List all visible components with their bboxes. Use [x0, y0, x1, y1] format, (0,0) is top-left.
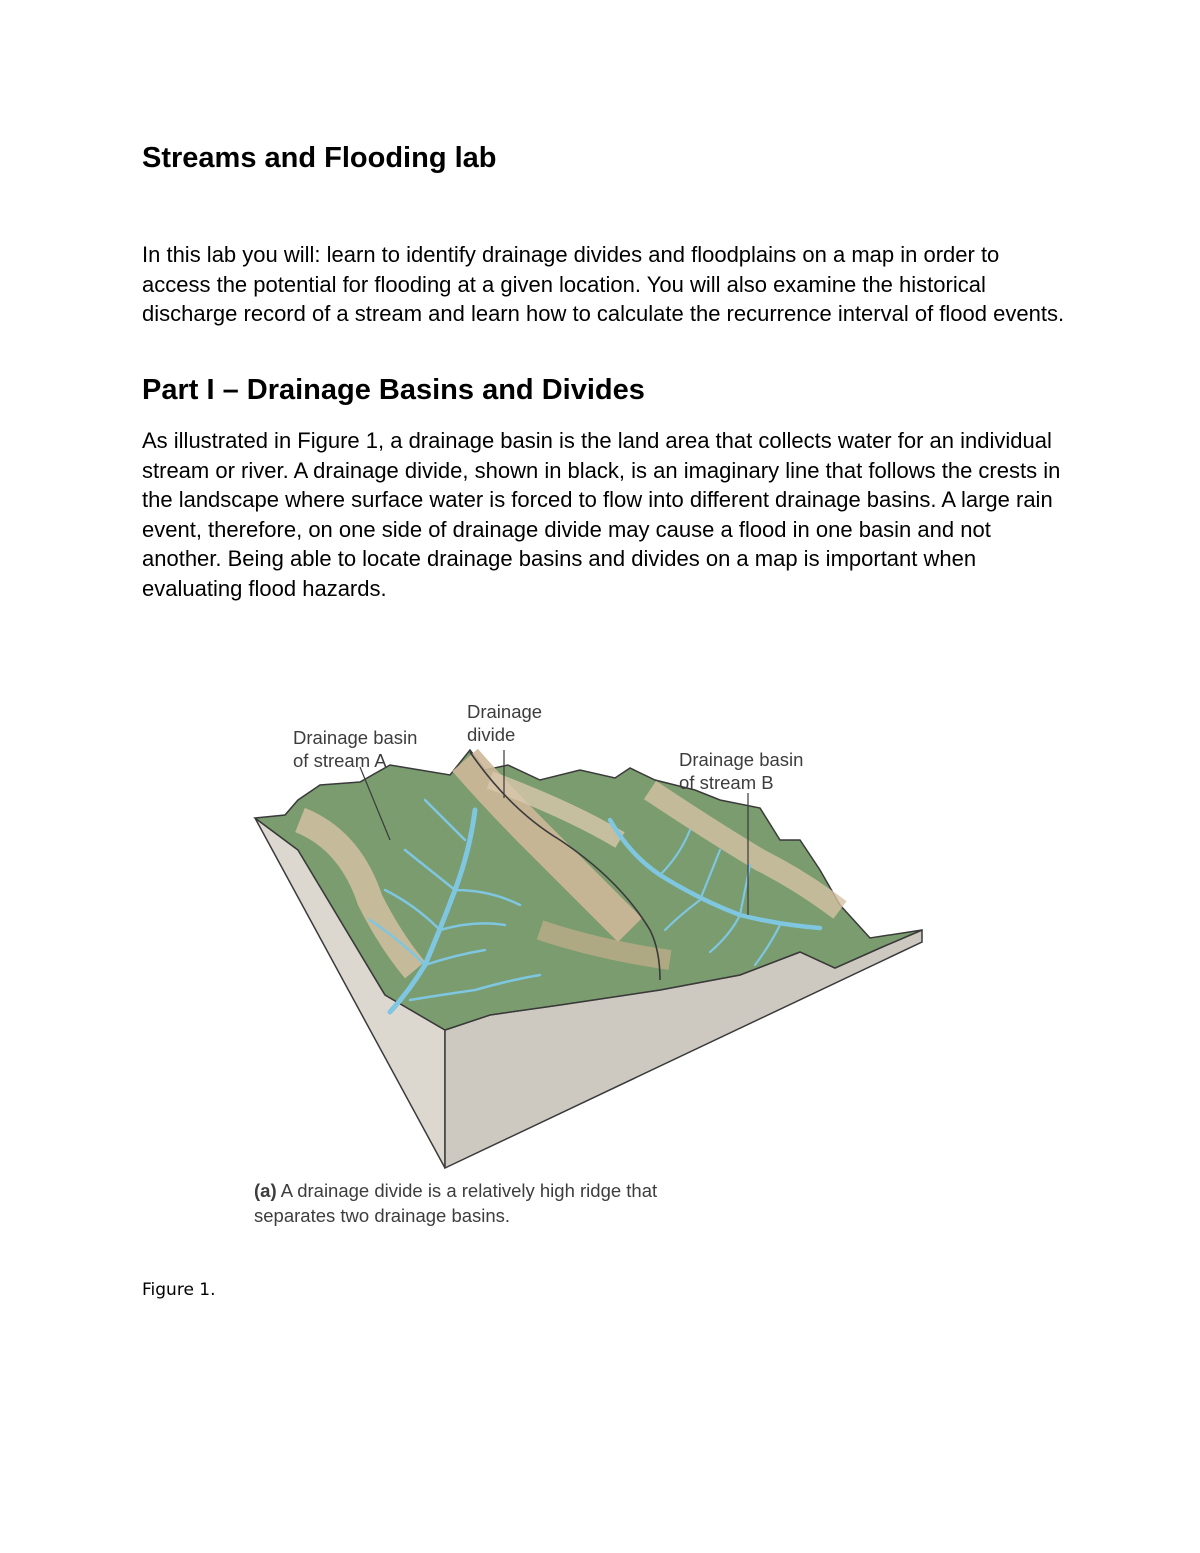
intro-paragraph: In this lab you will: learn to identify drainage divides and floodplains on a map in order to access the potential for flooding at a given location. You will also examine the historical discharge record of a stream and learn how to calculate the recurrence interval of flood events.	[142, 242, 1065, 326]
page-title: Streams and Flooding lab	[142, 142, 497, 174]
part-1-heading: Part I – Drainage Basins and Divides	[142, 374, 645, 406]
caption-tag: (a)	[254, 1180, 277, 1201]
figure-number: Figure 1.	[142, 1280, 216, 1300]
label-drainage-basin-b: Drainage basin of stream B	[679, 749, 804, 793]
part-1-paragraph: As illustrated in Figure 1, a drainage basin is the land area that collects water for an individual stream or river. A drainage divide, shown in black, is an imaginary line that follows the crests in the landscape where surface water is forced to flow into different drainage basins. A large rain event, therefore, on one side of drainage divide may cause a flood in one basin and not another. Being able to locate drainage basins and divides on a map is important when evaluating flood hazards.	[142, 428, 1061, 601]
label-drainage-divide: Drainage divide	[467, 701, 543, 745]
label-drainage-basin-a: Drainage basin of stream A	[293, 727, 418, 771]
caption-text: A drainage divide is a relatively high ridge that separates two drainage basins.	[254, 1180, 658, 1226]
drainage-basin-figure	[240, 690, 940, 1250]
figure-caption	[254, 1178, 684, 1228]
